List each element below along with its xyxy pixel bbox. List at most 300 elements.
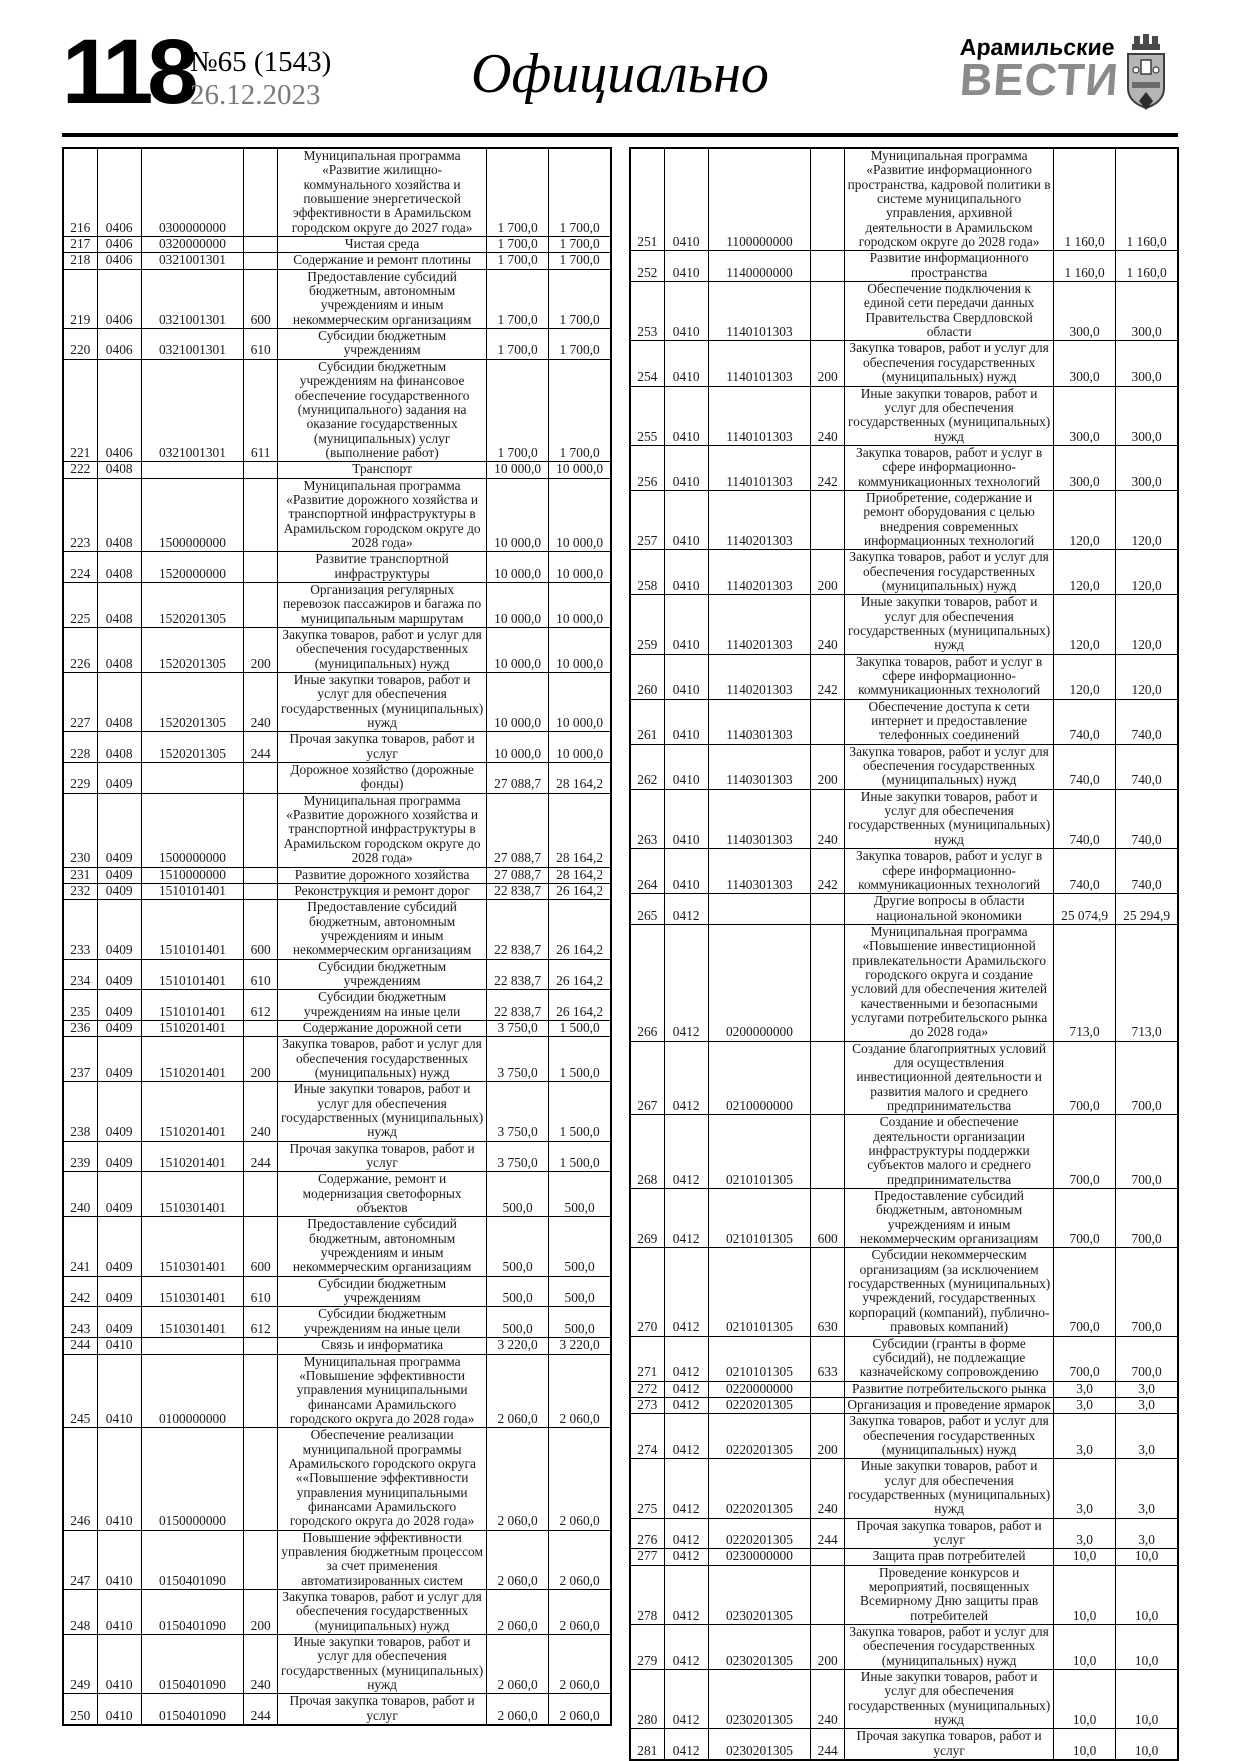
amount-year2-cell: 1 700,0 bbox=[549, 359, 611, 461]
expense-type-cell: 240 bbox=[811, 1670, 845, 1729]
section-code-cell: 0412 bbox=[664, 1336, 708, 1381]
expense-type-cell: 600 bbox=[244, 1217, 278, 1276]
brand-name-top: Арамильские bbox=[959, 34, 1116, 60]
table-row bbox=[63, 269, 611, 328]
name-cell: Субсидии бюджетным учреждениям на иные цели bbox=[278, 990, 487, 1021]
target-article-cell bbox=[708, 894, 810, 925]
amount-year1-cell: 27 088,7 bbox=[486, 763, 548, 794]
expense-type-cell bbox=[244, 1172, 278, 1217]
name-cell: Закупка товаров, работ и услуг для обеспечения государственных (муниципальных) нужд bbox=[845, 341, 1054, 386]
name-cell: Повышение эффективности управления бюджетным процессом за счет применения автоматизированных систем bbox=[278, 1530, 487, 1589]
table-row bbox=[630, 1115, 1178, 1189]
amount-year2-cell: 120,0 bbox=[1116, 654, 1178, 699]
section-code-cell: 0408 bbox=[97, 478, 141, 552]
target-article-cell: 0210000000 bbox=[708, 1041, 810, 1115]
row-number-cell: 223 bbox=[63, 478, 97, 552]
section-code-cell: 0406 bbox=[97, 253, 141, 269]
row-number-cell: 243 bbox=[63, 1307, 97, 1338]
table-row bbox=[630, 894, 1178, 925]
amount-year2-cell: 1 160,0 bbox=[1116, 251, 1178, 282]
amount-year2-cell: 300,0 bbox=[1116, 386, 1178, 445]
target-article-cell: 0210101305 bbox=[708, 1248, 810, 1336]
row-number-cell: 247 bbox=[63, 1530, 97, 1589]
target-article-cell: 1140101303 bbox=[708, 386, 810, 445]
name-cell: Закупка товаров, работ и услуг для обеспечения государственных (муниципальных) нужд bbox=[845, 744, 1054, 789]
section-code-cell: 0412 bbox=[664, 1041, 708, 1115]
expense-type-cell: 600 bbox=[811, 1189, 845, 1248]
expense-type-cell: 244 bbox=[811, 1729, 845, 1760]
expense-type-cell: 240 bbox=[811, 789, 845, 848]
expense-type-cell bbox=[244, 462, 278, 478]
amount-year2-cell: 300,0 bbox=[1116, 282, 1178, 341]
target-article-cell: 0230000000 bbox=[708, 1549, 810, 1565]
amount-year1-cell: 3 750,0 bbox=[486, 1141, 548, 1172]
target-article-cell: 1510201401 bbox=[141, 1082, 243, 1141]
table-row bbox=[63, 990, 611, 1021]
table-row bbox=[630, 251, 1178, 282]
amount-year1-cell: 740,0 bbox=[1053, 849, 1115, 894]
target-article-cell: 0230201305 bbox=[708, 1670, 810, 1729]
section-code-cell: 0409 bbox=[97, 1307, 141, 1338]
name-cell: Организация и проведение ярмарок bbox=[845, 1397, 1054, 1413]
amount-year2-cell: 500,0 bbox=[549, 1217, 611, 1276]
target-article-cell: 1510201401 bbox=[141, 1020, 243, 1036]
amount-year1-cell: 700,0 bbox=[1053, 1189, 1115, 1248]
name-cell: Предоставление субсидий бюджетным, автономным учреждениям и иным некоммерческим организациям bbox=[278, 269, 487, 328]
row-number-cell: 248 bbox=[63, 1590, 97, 1635]
target-article-cell: 1100000000 bbox=[708, 148, 810, 251]
row-number-cell: 238 bbox=[63, 1082, 97, 1141]
brand-name-bottom: ВЕСТИ bbox=[958, 54, 1121, 105]
expense-type-cell bbox=[244, 253, 278, 269]
amount-year2-cell: 26 164,2 bbox=[549, 883, 611, 899]
row-number-cell: 230 bbox=[63, 793, 97, 867]
table-row bbox=[630, 1397, 1178, 1413]
table-row bbox=[63, 329, 611, 360]
row-number-cell: 234 bbox=[63, 959, 97, 990]
name-cell: Развитие дорожного хозяйства bbox=[278, 867, 487, 883]
amount-year1-cell: 10,0 bbox=[1053, 1549, 1115, 1565]
section-code-cell: 0410 bbox=[664, 490, 708, 549]
section-code-cell: 0410 bbox=[664, 744, 708, 789]
row-number-cell: 244 bbox=[63, 1338, 97, 1354]
name-cell: Чистая среда bbox=[278, 237, 487, 253]
row-number-cell: 252 bbox=[630, 251, 664, 282]
row-number-cell: 261 bbox=[630, 699, 664, 744]
row-number-cell: 235 bbox=[63, 990, 97, 1021]
name-cell: Закупка товаров, работ и услуг для обеспечения государственных (муниципальных) нужд bbox=[845, 1625, 1054, 1670]
amount-year2-cell: 2 060,0 bbox=[549, 1354, 611, 1428]
amount-year1-cell: 2 060,0 bbox=[486, 1694, 548, 1725]
row-number-cell: 221 bbox=[63, 359, 97, 461]
target-article-cell: 0100000000 bbox=[141, 1354, 243, 1428]
name-cell: Проведение конкурсов и мероприятий, посвященных Всемирному Дню защиты прав потребителей bbox=[845, 1565, 1054, 1624]
amount-year2-cell: 10,0 bbox=[1116, 1549, 1178, 1565]
section-code-cell: 0412 bbox=[664, 1115, 708, 1189]
name-cell: Иные закупки товаров, работ и услуг для обеспечения государственных (муниципальных) нужд bbox=[845, 789, 1054, 848]
row-number-cell: 242 bbox=[63, 1276, 97, 1307]
section-code-cell: 0412 bbox=[664, 1248, 708, 1336]
name-cell: Обеспечение подключения к единой сети передачи данных Правительства Свердловской области bbox=[845, 282, 1054, 341]
expense-type-cell: 240 bbox=[244, 673, 278, 732]
name-cell: Развитие потребительского рынка bbox=[845, 1381, 1054, 1397]
table-row bbox=[630, 924, 1178, 1041]
table-row bbox=[63, 763, 611, 794]
expense-type-cell bbox=[811, 148, 845, 251]
row-number-cell: 229 bbox=[63, 763, 97, 794]
table-row bbox=[630, 1625, 1178, 1670]
table-row bbox=[630, 1670, 1178, 1729]
target-article-cell: 0321001301 bbox=[141, 359, 243, 461]
table-row bbox=[630, 550, 1178, 595]
row-number-cell: 277 bbox=[630, 1549, 664, 1565]
target-article-cell: 1510301401 bbox=[141, 1276, 243, 1307]
expense-type-cell bbox=[244, 1428, 278, 1530]
expense-type-cell: 242 bbox=[811, 654, 845, 699]
amount-year1-cell: 10,0 bbox=[1053, 1670, 1115, 1729]
expense-type-cell bbox=[811, 1381, 845, 1397]
expense-type-cell: 610 bbox=[244, 959, 278, 990]
row-number-cell: 267 bbox=[630, 1041, 664, 1115]
expense-type-cell: 610 bbox=[244, 329, 278, 360]
table-row bbox=[630, 445, 1178, 490]
name-cell: Закупка товаров, работ и услуг для обеспечения государственных (муниципальных) нужд bbox=[845, 1414, 1054, 1459]
target-article-cell: 0150401090 bbox=[141, 1694, 243, 1725]
amount-year2-cell: 3,0 bbox=[1116, 1459, 1178, 1518]
amount-year2-cell: 1 160,0 bbox=[1116, 148, 1178, 251]
expense-type-cell: 200 bbox=[811, 550, 845, 595]
table-row bbox=[63, 1338, 611, 1354]
table-row bbox=[630, 744, 1178, 789]
name-cell: Дорожное хозяйство (дорожные фонды) bbox=[278, 763, 487, 794]
name-cell: Защита прав потребителей bbox=[845, 1549, 1054, 1565]
expense-type-cell bbox=[811, 1565, 845, 1624]
amount-year2-cell: 1 700,0 bbox=[549, 237, 611, 253]
amount-year1-cell: 22 838,7 bbox=[486, 959, 548, 990]
target-article-cell: 1140000000 bbox=[708, 251, 810, 282]
row-number-cell: 255 bbox=[630, 386, 664, 445]
section-code-cell: 0410 bbox=[97, 1338, 141, 1354]
amount-year1-cell: 740,0 bbox=[1053, 699, 1115, 744]
expense-type-cell: 242 bbox=[811, 445, 845, 490]
expense-type-cell bbox=[811, 924, 845, 1041]
amount-year1-cell: 1 160,0 bbox=[1053, 251, 1115, 282]
amount-year2-cell: 120,0 bbox=[1116, 595, 1178, 654]
amount-year1-cell: 300,0 bbox=[1053, 386, 1115, 445]
row-number-cell: 260 bbox=[630, 654, 664, 699]
amount-year2-cell: 500,0 bbox=[549, 1307, 611, 1338]
target-article-cell: 0150000000 bbox=[141, 1428, 243, 1530]
name-cell: Муниципальная программа «Повышение инвестиционной привлекательности Арамильского городского округа и создание условий для обеспечения жителей качественными и безопасными услугами потребительского рынка до 2028 года» bbox=[845, 924, 1054, 1041]
target-article-cell: 0200000000 bbox=[708, 924, 810, 1041]
table-row bbox=[630, 490, 1178, 549]
name-cell: Связь и информатика bbox=[278, 1338, 487, 1354]
amount-year1-cell: 2 060,0 bbox=[486, 1354, 548, 1428]
amount-year1-cell: 1 700,0 bbox=[486, 237, 548, 253]
name-cell: Организация регулярных перевозок пассажиров и багажа по муниципальным маршрутам bbox=[278, 582, 487, 627]
target-article-cell: 1140201303 bbox=[708, 550, 810, 595]
amount-year1-cell: 10 000,0 bbox=[486, 478, 548, 552]
section-code-cell: 0410 bbox=[664, 148, 708, 251]
table-row bbox=[630, 1248, 1178, 1336]
row-number-cell: 222 bbox=[63, 462, 97, 478]
amount-year2-cell: 3 220,0 bbox=[549, 1338, 611, 1354]
target-article-cell: 1140201303 bbox=[708, 490, 810, 549]
target-article-cell: 1520000000 bbox=[141, 552, 243, 583]
table-row bbox=[63, 478, 611, 552]
amount-year1-cell: 740,0 bbox=[1053, 744, 1115, 789]
expense-type-cell bbox=[244, 552, 278, 583]
expense-type-cell: 200 bbox=[811, 341, 845, 386]
row-number-cell: 263 bbox=[630, 789, 664, 848]
table-row bbox=[630, 595, 1178, 654]
row-number-cell: 280 bbox=[630, 1670, 664, 1729]
section-title: Официально bbox=[471, 43, 769, 105]
table-row bbox=[63, 1037, 611, 1082]
expense-type-cell: 200 bbox=[811, 744, 845, 789]
amount-year2-cell: 500,0 bbox=[549, 1172, 611, 1217]
section-code-cell: 0410 bbox=[664, 789, 708, 848]
expense-type-cell bbox=[244, 148, 278, 237]
amount-year2-cell: 10,0 bbox=[1116, 1565, 1178, 1624]
row-number-cell: 225 bbox=[63, 582, 97, 627]
name-cell: Прочая закупка товаров, работ и услуг bbox=[278, 1694, 487, 1725]
table-row bbox=[63, 673, 611, 732]
amount-year2-cell: 2 060,0 bbox=[549, 1530, 611, 1589]
target-article-cell: 1520201305 bbox=[141, 628, 243, 673]
expense-type-cell bbox=[244, 763, 278, 794]
expense-type-cell: 240 bbox=[811, 386, 845, 445]
target-article-cell: 1140301303 bbox=[708, 789, 810, 848]
table-row bbox=[63, 237, 611, 253]
expense-type-cell bbox=[811, 1549, 845, 1565]
table-row bbox=[630, 1381, 1178, 1397]
section-code-cell: 0412 bbox=[664, 1397, 708, 1413]
name-cell: Прочая закупка товаров, работ и услуг bbox=[278, 1141, 487, 1172]
table-row bbox=[63, 1141, 611, 1172]
target-article-cell: 1510301401 bbox=[141, 1307, 243, 1338]
expense-type-cell: 200 bbox=[244, 1590, 278, 1635]
name-cell: Закупка товаров, работ и услуг для обеспечения государственных (муниципальных) нужд bbox=[845, 550, 1054, 595]
section-code-cell: 0410 bbox=[664, 341, 708, 386]
target-article-cell: 1520201305 bbox=[141, 673, 243, 732]
section-code-cell: 0410 bbox=[97, 1694, 141, 1725]
expense-type-cell bbox=[811, 282, 845, 341]
target-article-cell: 1140301303 bbox=[708, 849, 810, 894]
row-number-cell: 256 bbox=[630, 445, 664, 490]
name-cell: Иные закупки товаров, работ и услуг для обеспечения государственных (муниципальных) нужд bbox=[278, 673, 487, 732]
row-number-cell: 266 bbox=[630, 924, 664, 1041]
target-article-cell: 0300000000 bbox=[141, 148, 243, 237]
amount-year1-cell: 2 060,0 bbox=[486, 1590, 548, 1635]
amount-year2-cell: 120,0 bbox=[1116, 490, 1178, 549]
row-number-cell: 279 bbox=[630, 1625, 664, 1670]
expense-type-cell: 244 bbox=[244, 1694, 278, 1725]
header-divider bbox=[62, 133, 1178, 137]
name-cell: Обеспечение реализации муниципальной программы Арамильского городского округа ««Повышение эффективности управления муниципальными финансами Арамильского городского округа до 2028 года» bbox=[278, 1428, 487, 1530]
row-number-cell: 246 bbox=[63, 1428, 97, 1530]
amount-year2-cell: 10,0 bbox=[1116, 1670, 1178, 1729]
target-article-cell: 0220000000 bbox=[708, 1381, 810, 1397]
expense-type-cell: 610 bbox=[244, 1276, 278, 1307]
newspaper-logo bbox=[958, 34, 1121, 105]
amount-year1-cell: 3,0 bbox=[1053, 1518, 1115, 1549]
amount-year2-cell: 1 500,0 bbox=[549, 1020, 611, 1036]
name-cell: Субсидии бюджетным учреждениям bbox=[278, 959, 487, 990]
expense-type-cell: 611 bbox=[244, 359, 278, 461]
section-code-cell: 0410 bbox=[664, 251, 708, 282]
row-number-cell: 272 bbox=[630, 1381, 664, 1397]
row-number-cell: 269 bbox=[630, 1189, 664, 1248]
issue-number: №65 (1543) bbox=[190, 46, 332, 78]
amount-year1-cell: 1 160,0 bbox=[1053, 148, 1115, 251]
name-cell: Предоставление субсидий бюджетным, автономным учреждениям и иным некоммерческим организациям bbox=[278, 900, 487, 959]
amount-year1-cell: 10 000,0 bbox=[486, 732, 548, 763]
target-article-cell bbox=[141, 1338, 243, 1354]
name-cell: Муниципальная программа «Повышение эффективности управления муниципальными финансами Арамильского городского округа до 2028 года» bbox=[278, 1354, 487, 1428]
table-row bbox=[630, 386, 1178, 445]
name-cell: Реконструкция и ремонт дорог bbox=[278, 883, 487, 899]
target-article-cell: 1140101303 bbox=[708, 282, 810, 341]
amount-year1-cell: 10,0 bbox=[1053, 1565, 1115, 1624]
target-article-cell: 0320000000 bbox=[141, 237, 243, 253]
amount-year2-cell: 3,0 bbox=[1116, 1381, 1178, 1397]
page-header bbox=[62, 21, 1178, 130]
amount-year2-cell: 2 060,0 bbox=[549, 1428, 611, 1530]
row-number-cell: 268 bbox=[630, 1115, 664, 1189]
budget-table-left bbox=[62, 147, 612, 1726]
section-code-cell: 0409 bbox=[97, 793, 141, 867]
amount-year1-cell: 10 000,0 bbox=[486, 628, 548, 673]
amount-year1-cell: 740,0 bbox=[1053, 789, 1115, 848]
expense-type-cell: 240 bbox=[811, 1459, 845, 1518]
name-cell: Иные закупки товаров, работ и услуг для обеспечения государственных (муниципальных) нужд bbox=[845, 386, 1054, 445]
amount-year2-cell: 740,0 bbox=[1116, 699, 1178, 744]
amount-year1-cell: 500,0 bbox=[486, 1172, 548, 1217]
target-article-cell: 1140301303 bbox=[708, 699, 810, 744]
row-number-cell: 228 bbox=[63, 732, 97, 763]
amount-year2-cell: 740,0 bbox=[1116, 789, 1178, 848]
section-code-cell: 0410 bbox=[97, 1635, 141, 1694]
row-number-cell: 236 bbox=[63, 1020, 97, 1036]
target-article-cell: 0321001301 bbox=[141, 329, 243, 360]
amount-year2-cell: 10 000,0 bbox=[549, 478, 611, 552]
name-cell: Содержание дорожной сети bbox=[278, 1020, 487, 1036]
target-article-cell: 1140301303 bbox=[708, 744, 810, 789]
amount-year1-cell: 10 000,0 bbox=[486, 673, 548, 732]
amount-year1-cell: 10,0 bbox=[1053, 1729, 1115, 1760]
section-code-cell: 0412 bbox=[664, 1625, 708, 1670]
name-cell: Закупка товаров, работ и услуг в сфере информационно-коммуникационных технологий bbox=[845, 654, 1054, 699]
section-code-cell: 0412 bbox=[664, 1414, 708, 1459]
issue-date: 26.12.2023 bbox=[190, 79, 321, 112]
amount-year2-cell: 2 060,0 bbox=[549, 1694, 611, 1725]
expense-type-cell: 633 bbox=[811, 1336, 845, 1381]
section-code-cell: 0408 bbox=[97, 582, 141, 627]
name-cell: Закупка товаров, работ и услуг для обеспечения государственных (муниципальных) нужд bbox=[278, 1037, 487, 1082]
expense-type-cell: 612 bbox=[244, 990, 278, 1021]
page-number: 118 bbox=[62, 21, 193, 123]
expense-type-cell: 200 bbox=[811, 1625, 845, 1670]
target-article-cell: 1140101303 bbox=[708, 445, 810, 490]
expense-type-cell: 244 bbox=[244, 732, 278, 763]
name-cell: Субсидии (гранты в форме субсидий), не подлежащие казначейскому сопровождению bbox=[845, 1336, 1054, 1381]
section-code-cell: 0410 bbox=[664, 595, 708, 654]
target-article-cell: 0230201305 bbox=[708, 1729, 810, 1760]
table-row bbox=[630, 849, 1178, 894]
section-code-cell: 0409 bbox=[97, 1276, 141, 1307]
table-row bbox=[63, 1172, 611, 1217]
amount-year1-cell: 3 750,0 bbox=[486, 1020, 548, 1036]
amount-year1-cell: 10,0 bbox=[1053, 1625, 1115, 1670]
city-emblem-icon bbox=[1122, 34, 1178, 122]
amount-year2-cell: 10 000,0 bbox=[549, 552, 611, 583]
section-code-cell: 0410 bbox=[664, 699, 708, 744]
budget-table-right bbox=[629, 147, 1179, 1761]
expense-type-cell bbox=[244, 793, 278, 867]
table-row bbox=[63, 1635, 611, 1694]
amount-year2-cell: 300,0 bbox=[1116, 445, 1178, 490]
expense-type-cell bbox=[811, 699, 845, 744]
amount-year1-cell: 300,0 bbox=[1053, 282, 1115, 341]
table-row bbox=[63, 1428, 611, 1530]
expense-type-cell: 242 bbox=[811, 849, 845, 894]
name-cell: Транспорт bbox=[278, 462, 487, 478]
target-article-cell: 0150401090 bbox=[141, 1590, 243, 1635]
name-cell: Приобретение, содержание и ремонт оборудования с целью внедрения современных информационных технологий bbox=[845, 490, 1054, 549]
amount-year2-cell: 26 164,2 bbox=[549, 900, 611, 959]
table-row bbox=[63, 359, 611, 461]
name-cell: Муниципальная программа «Развитие дорожного хозяйства и транспортной инфраструктуры в Арамильском городском округе до 2028 года» bbox=[278, 478, 487, 552]
amount-year1-cell: 3,0 bbox=[1053, 1381, 1115, 1397]
name-cell: Создание благоприятных условий для осуществления инвестиционной деятельности и развития малого и среднего предпринимательства bbox=[845, 1041, 1054, 1115]
expense-type-cell bbox=[244, 237, 278, 253]
expense-type-cell: 240 bbox=[811, 595, 845, 654]
section-code-cell: 0410 bbox=[97, 1530, 141, 1589]
name-cell: Закупка товаров, работ и услуг для обеспечения государственных (муниципальных) нужд bbox=[278, 628, 487, 673]
section-code-cell: 0410 bbox=[664, 445, 708, 490]
amount-year1-cell: 2 060,0 bbox=[486, 1428, 548, 1530]
section-code-cell: 0412 bbox=[664, 1549, 708, 1565]
amount-year1-cell: 27 088,7 bbox=[486, 793, 548, 867]
table-row bbox=[63, 1354, 611, 1428]
name-cell: Предоставление субсидий бюджетным, автономным учреждениям и иным некоммерческим организациям bbox=[845, 1189, 1054, 1248]
amount-year2-cell: 10,0 bbox=[1116, 1625, 1178, 1670]
expense-type-cell bbox=[244, 867, 278, 883]
amount-year1-cell: 700,0 bbox=[1053, 1041, 1115, 1115]
amount-year2-cell: 10 000,0 bbox=[549, 673, 611, 732]
amount-year1-cell: 120,0 bbox=[1053, 595, 1115, 654]
name-cell: Закупка товаров, работ и услуг в сфере информационно-коммуникационных технологий bbox=[845, 849, 1054, 894]
target-article-cell: 1520201305 bbox=[141, 732, 243, 763]
section-code-cell: 0410 bbox=[664, 550, 708, 595]
amount-year2-cell: 2 060,0 bbox=[549, 1590, 611, 1635]
section-code-cell: 0406 bbox=[97, 329, 141, 360]
row-number-cell: 278 bbox=[630, 1565, 664, 1624]
amount-year1-cell: 2 060,0 bbox=[486, 1530, 548, 1589]
name-cell: Субсидии бюджетным учреждениям на финансовое обеспечение государственного (муниципального) задания на оказание государственных (муниципальных) услуг (выполнение работ) bbox=[278, 359, 487, 461]
table-row bbox=[63, 253, 611, 269]
expense-type-cell bbox=[244, 478, 278, 552]
expense-type-cell bbox=[244, 883, 278, 899]
table-row bbox=[63, 1276, 611, 1307]
amount-year1-cell: 27 088,7 bbox=[486, 867, 548, 883]
table-row bbox=[630, 148, 1178, 251]
target-article-cell: 0220201305 bbox=[708, 1459, 810, 1518]
amount-year2-cell: 10 000,0 bbox=[549, 582, 611, 627]
amount-year1-cell: 300,0 bbox=[1053, 445, 1115, 490]
amount-year1-cell: 22 838,7 bbox=[486, 900, 548, 959]
